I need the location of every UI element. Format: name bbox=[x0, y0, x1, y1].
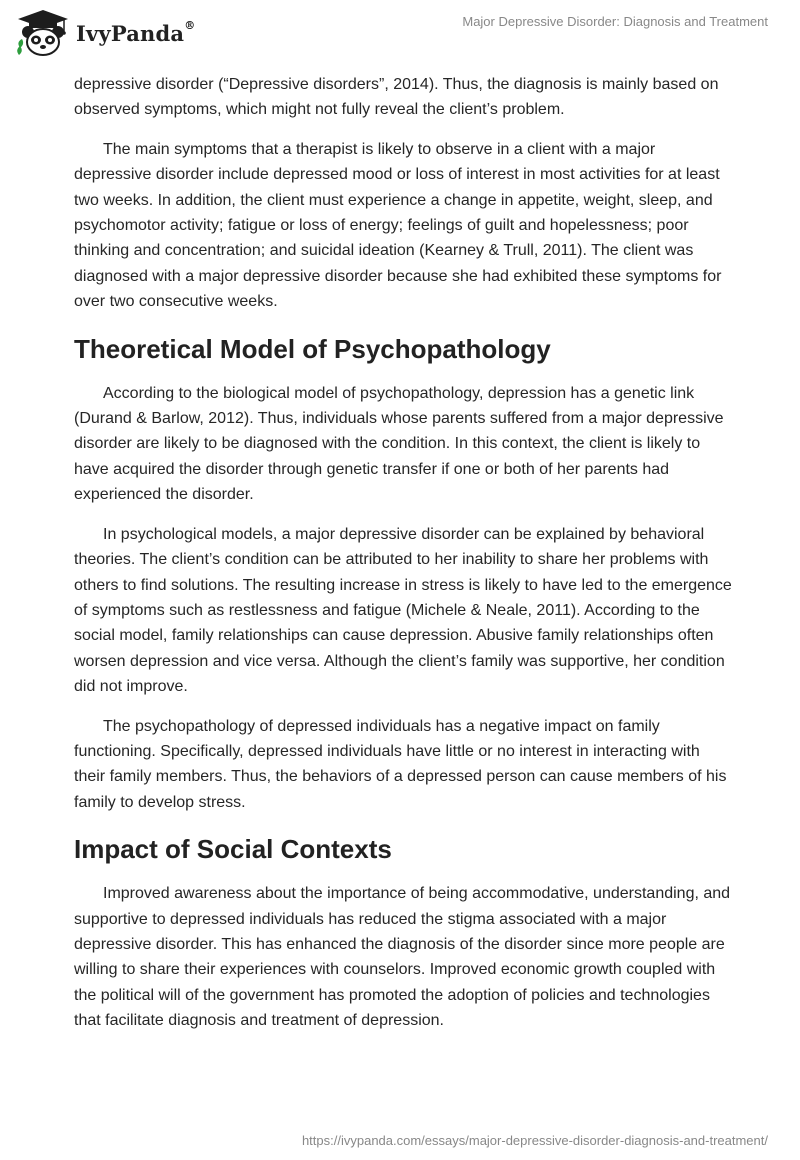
panda-graduate-icon bbox=[14, 8, 72, 58]
paragraph: Improved awareness about the importance of being accommodative, understanding, and supportive to depressed individuals has reduced the stigma associated with a major depressive disorder. This has enhanced the diagnosis of the disorder since more people are willing to share their experiences with counselors. Improved economic growth coupled with the political will of the government has promoted the adoption of policies and technologies that facilitate diagnosis and treatment of depression. bbox=[74, 885, 731, 1030]
ivypanda-logo[interactable] bbox=[14, 8, 195, 58]
paragraph: The psychopathology of depressed individuals has a negative impact on family functioning. Specifically, depressed individuals have little or no interest in interacting with their family members. Thus, the behaviors of a depressed person can cause members of his family to develop stress. bbox=[74, 717, 727, 811]
paragraph: According to the biological model of psychopathology, depression has a genetic link (Durand & Barlow, 2012). Thus, individuals whose parents suffered from a major depressive disorder are likely to be diagnosed with the condition. In this context, the client is likely to have acquired the disorder through genetic transfer if one or both of her parents had experienced the disorder. bbox=[74, 384, 724, 504]
document-title: Major Depressive Disorder: Diagnosis and Treatment bbox=[462, 14, 768, 29]
paragraph: The main symptoms that a therapist is likely to observe in a client with a major depressive disorder include depressed mood or loss of interest in most activities for at least two weeks. In addition, the client must experience a change in appetite, weight, sleep, and psychomotor activity; fatigue or loss of energy; feelings of guilt and hopelessness; poor thinking and concentration; and suicidal ideation (Kearney & Trull, 2011). The client was diagnosed with a major depressive disorder because she had exhibited these symptoms for over two consecutive weeks. bbox=[74, 140, 722, 311]
paragraph: In psychological models, a major depressive disorder can be explained by behavioral theories. The client’s condition can be attributed to her inability to share her problems with others to find solutions. The resulting increase in stress is likely to have led to the emergence of symptoms such as restlessness and fatigue (Michele & Neale, 2011). According to the social model, family relationships can cause depression. Abusive family relationships often worsen depression and vice versa. Although the client’s family was supportive, her condition did not improve. bbox=[74, 525, 732, 696]
source-url[interactable]: https://ivypanda.com/essays/major-depressive-disorder-diagnosis-and-treatment/ bbox=[301, 1133, 768, 1148]
logo-text: IvyPanda® bbox=[76, 18, 196, 46]
page-header bbox=[0, 0, 800, 64]
section-heading: Impact of Social Contexts bbox=[74, 834, 392, 865]
paragraph: depressive disorder (“Depressive disorders”, 2014). Thus, the diagnosis is mainly based on observed symptoms, which might not fully reveal the client’s problem. bbox=[74, 76, 719, 119]
essay-content bbox=[74, 72, 734, 1048]
section-heading: Theoretical Model of Psychopathology bbox=[74, 333, 551, 364]
